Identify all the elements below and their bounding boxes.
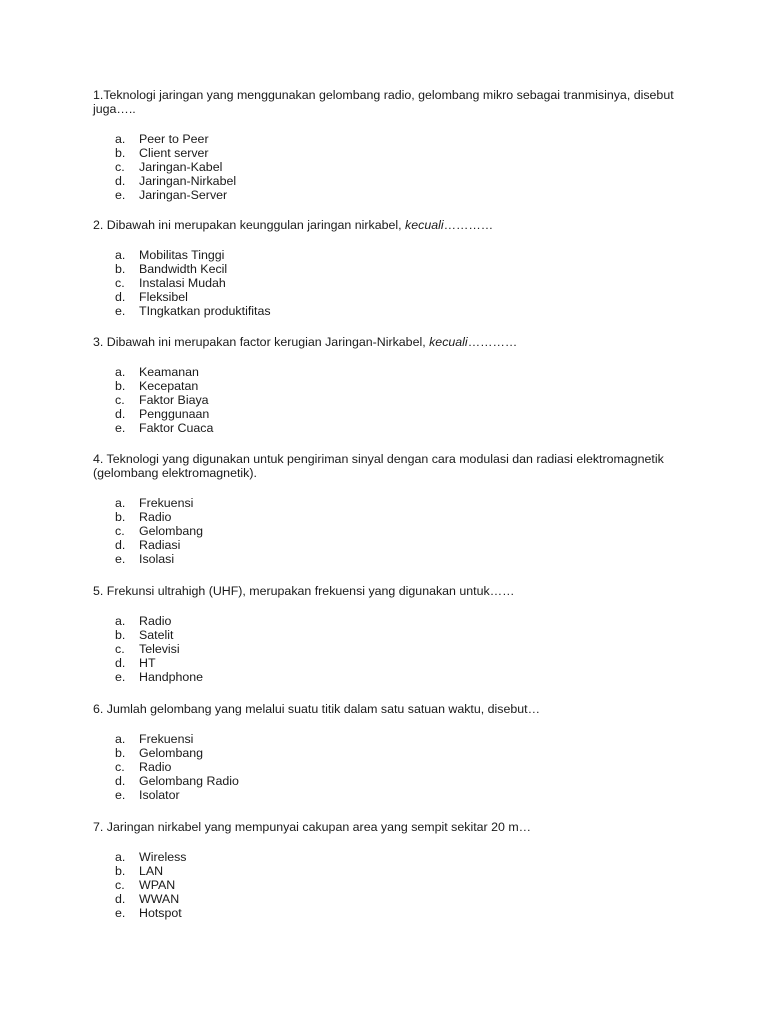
option-text: Kecepatan (139, 379, 199, 393)
option-text: Gelombang (139, 746, 204, 760)
option-letter: e. (115, 670, 126, 684)
option-c (93, 276, 693, 290)
option-letter: b. (115, 864, 126, 878)
option-letter: c. (115, 160, 125, 174)
question-prompt: 7. Jaringan nirkabel yang mempunyai cakupan area yang sempit sekitar 20 m… (93, 820, 532, 834)
option-letter: e. (115, 188, 126, 202)
option-list (93, 248, 693, 318)
option-text: HT (139, 656, 156, 670)
option-text: Isolasi (139, 552, 175, 566)
option-letter: e. (115, 788, 126, 802)
question-5 (93, 584, 693, 684)
option-c (93, 760, 693, 774)
option-letter: e. (115, 552, 126, 566)
option-text: Radio (139, 760, 172, 774)
option-d (93, 407, 693, 421)
question-4 (93, 452, 693, 566)
option-letter: c. (115, 524, 125, 538)
option-text: Penggunaan (139, 407, 210, 421)
option-text: Jaringan-Server (139, 188, 228, 202)
option-letter: a. (115, 496, 126, 510)
option-text: Gelombang Radio (139, 774, 239, 788)
option-a (93, 496, 693, 510)
option-letter: d. (115, 290, 126, 304)
question-prompt: 5. Frekunsi ultrahigh (UHF), merupakan frekuensi yang digunakan untuk…… (93, 584, 515, 598)
option-c (93, 393, 693, 407)
option-letter: b. (115, 262, 126, 276)
option-d (93, 774, 693, 788)
option-list (93, 732, 693, 802)
option-letter: d. (115, 774, 126, 788)
option-b (93, 379, 693, 393)
question-text (93, 702, 693, 716)
option-letter: a. (115, 132, 126, 146)
question-text (93, 88, 693, 116)
option-text: Satelit (139, 628, 174, 642)
question-6 (93, 702, 693, 802)
option-letter: a. (115, 850, 126, 864)
option-e (93, 788, 693, 802)
option-text: Bandwidth Kecil (139, 262, 228, 276)
question-text (93, 452, 693, 480)
question-suffix: ………… (467, 335, 518, 349)
option-d (93, 538, 693, 552)
option-a (93, 732, 693, 746)
question-text (93, 584, 693, 598)
option-text: Radiasi (139, 538, 181, 552)
option-b (93, 746, 693, 760)
question-text (93, 335, 693, 349)
option-list (93, 496, 693, 566)
option-letter: a. (115, 365, 126, 379)
option-text: LAN (139, 864, 164, 878)
option-list (93, 132, 693, 202)
option-e (93, 421, 693, 435)
option-letter: b. (115, 746, 126, 760)
option-a (93, 614, 693, 628)
option-d (93, 290, 693, 304)
option-text: Keamanan (139, 365, 199, 379)
option-text: Mobilitas Tinggi (139, 248, 225, 262)
option-text: Jaringan-Kabel (139, 160, 223, 174)
option-text: Frekuensi (139, 496, 194, 510)
question-1 (93, 88, 693, 202)
option-letter: d. (115, 892, 126, 906)
quiz-document (93, 88, 693, 920)
option-c (93, 160, 693, 174)
option-letter: d. (115, 407, 126, 421)
option-b (93, 628, 693, 642)
option-letter: c. (115, 760, 125, 774)
option-text: WWAN (139, 892, 180, 906)
question-3 (93, 335, 693, 435)
question-text (93, 218, 693, 232)
question-prompt: 1.Teknologi jaringan yang menggunakan gelombang radio, gelombang mikro sebagai tranmisinya, disebut juga….. (93, 88, 674, 116)
option-text: Faktor Cuaca (139, 421, 214, 435)
option-e (93, 906, 693, 920)
option-text: Isolator (139, 788, 180, 802)
question-prompt: 2. Dibawah ini merupakan keunggulan jaringan nirkabel, (93, 218, 406, 232)
option-text: Instalasi Mudah (139, 276, 226, 290)
option-list (93, 850, 693, 920)
option-text: Hotspot (139, 906, 182, 920)
option-b (93, 864, 693, 878)
question-prompt: 4. Teknologi yang digunakan untuk pengiriman sinyal dengan cara modulasi dan radiasi elektromagnetik (gelombang elektromagnetik). (93, 452, 664, 480)
option-text: Televisi (139, 642, 180, 656)
option-e (93, 670, 693, 684)
option-text: Faktor Biaya (139, 393, 209, 407)
option-text: TIngkatkan produktifitas (139, 304, 271, 318)
option-c (93, 878, 693, 892)
option-text: Handphone (139, 670, 204, 684)
question-2 (93, 218, 693, 318)
option-text: Wireless (139, 850, 187, 864)
option-text: Fleksibel (139, 290, 188, 304)
option-text: WPAN (139, 878, 176, 892)
option-text: Radio (139, 510, 172, 524)
option-letter: c. (115, 878, 125, 892)
option-c (93, 524, 693, 538)
option-list (93, 365, 693, 435)
option-d (93, 174, 693, 188)
option-d (93, 892, 693, 906)
question-emphasis: kecuali (429, 335, 468, 349)
option-b (93, 146, 693, 160)
option-c (93, 642, 693, 656)
option-text: Radio (139, 614, 172, 628)
option-b (93, 510, 693, 524)
question-emphasis: kecuali (405, 218, 444, 232)
option-text: Peer to Peer (139, 132, 209, 146)
option-e (93, 552, 693, 566)
option-letter: b. (115, 146, 126, 160)
question-7 (93, 820, 693, 920)
option-letter: b. (115, 510, 126, 524)
option-a (93, 248, 693, 262)
option-letter: e. (115, 421, 126, 435)
option-text: Client server (139, 146, 209, 160)
option-letter: c. (115, 393, 125, 407)
option-letter: d. (115, 174, 126, 188)
question-prompt: 3. Dibawah ini merupakan factor kerugian Jaringan-Nirkabel, (93, 335, 430, 349)
option-e (93, 188, 693, 202)
option-e (93, 304, 693, 318)
option-letter: b. (115, 379, 126, 393)
option-letter: e. (115, 906, 126, 920)
option-a (93, 850, 693, 864)
option-letter: c. (115, 276, 125, 290)
option-text: Frekuensi (139, 732, 194, 746)
option-letter: c. (115, 642, 125, 656)
option-list (93, 614, 693, 684)
question-text (93, 820, 693, 834)
option-text: Gelombang (139, 524, 204, 538)
option-letter: d. (115, 538, 126, 552)
option-a (93, 365, 693, 379)
option-letter: a. (115, 248, 126, 262)
question-prompt: 6. Jumlah gelombang yang melalui suatu titik dalam satu satuan waktu, disebut… (93, 702, 541, 716)
option-letter: e. (115, 304, 126, 318)
option-letter: d. (115, 656, 126, 670)
option-a (93, 132, 693, 146)
option-letter: a. (115, 614, 126, 628)
option-letter: b. (115, 628, 126, 642)
option-d (93, 656, 693, 670)
option-b (93, 262, 693, 276)
option-text: Jaringan-Nirkabel (139, 174, 237, 188)
option-letter: a. (115, 732, 126, 746)
question-suffix: ………… (443, 218, 494, 232)
